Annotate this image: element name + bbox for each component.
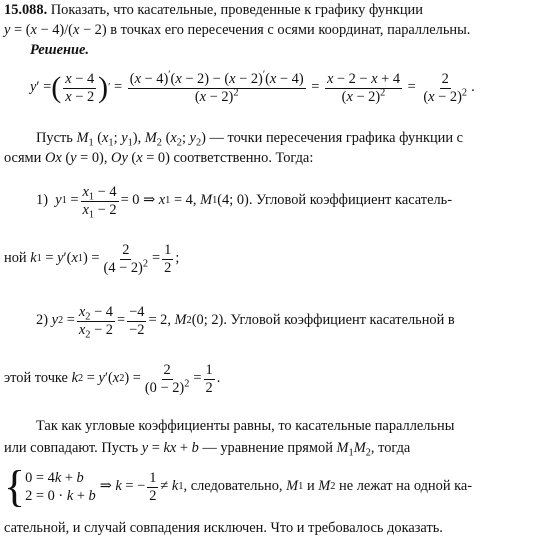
item1-number: 1)	[36, 192, 48, 209]
paragraph1-line2: осями Ox (y = 0), Oy (x = 0) соответственно. Тогда:	[4, 150, 314, 166]
item1-cont-text: ной	[4, 250, 27, 267]
function-formula: y	[4, 22, 11, 38]
problem-text: Показать, что касательные, проведенные к графику функции	[50, 2, 423, 18]
item2-text: Угловой коэффициент касательной в	[230, 312, 455, 329]
paragraph1-text-c: осями	[4, 150, 42, 166]
conclusion-text-3a: , следовательно,	[183, 478, 283, 495]
conclusion-text-4: сательной, и случай совпадения исключен. Что и требовалось доказать.	[4, 520, 443, 536]
item2-cont-text: этой точке	[4, 370, 68, 387]
problem-statement-line2: y = (x − 4)/(x − 2) в точках его пересечения с осями координат, параллельны.	[4, 22, 471, 38]
solution-label: Решение.	[30, 42, 90, 58]
derivative-formula: y ′ = ( $\frac{x - 4}{x - 2}$ ) ′ = $\frac{(x - 4)'(x - 2) - (x - 2)'(x - 4)}{(x - 2)^2}$ = $\frac{x - 2 - x + 4}{(x - 2)^2}$ = $\frac{2}{(x - 2)^2}$ .	[30, 69, 475, 105]
paragraph1-text-a: Пусть	[36, 130, 73, 146]
item1-cont: ной k 1 = y ′( x 1 ) = $\frac{2}{(4 - 2)^2}$ = $\frac{1}{2}$ ;	[4, 241, 180, 276]
problem-text-2: в точках его пересечения с осями координат, параллельны.	[110, 22, 471, 38]
conclusion-text-2a: или совпадают. Пусть	[4, 440, 139, 456]
item1-line: 1) y 1 = $\frac{x_1 - 4}{x_1 - 2}$ = 0 ⇒ x 1 = 4, M 1 (4; 0) . Угловой коэффициент касатель-	[36, 183, 453, 221]
conclusion-text-1: Так как угловые коэффициенты равны, то касательные параллельны	[36, 418, 455, 434]
conclusion-text-3b: и	[306, 478, 315, 495]
conclusion-text-2c: тогда	[378, 440, 411, 456]
conclusion-line3: { 0 = 4k + b 2 = 0 · k + b ⇒ k = − $\frac{1}{2}$ ≠ k 1 , следовательно, M 1 и M 2 не лежат на одной ка-	[4, 462, 473, 511]
solution-label-line	[0, 42, 537, 59]
item2-line: 2) y 2 = $\frac{x_2 - 4}{x_2 - 2}$ = $\frac{-4}{-2}$ = 2, M 2 (0; 2) . Угловой коэффициент касательной в	[36, 303, 455, 341]
conclusion-text-2b: — уравнение прямой	[202, 440, 333, 456]
conclusion-text-3c: не лежат на одной ка-	[339, 478, 473, 495]
paragraph1-text-d: соответственно. Тогда:	[173, 150, 314, 166]
conclusion-line1	[0, 418, 537, 435]
problem-number: 15.088.	[4, 2, 48, 18]
paragraph1-text-b: — точки пересечения графика функции с	[209, 130, 464, 146]
problem-statement-line1	[0, 2, 537, 19]
item2-number: 2)	[36, 312, 48, 329]
conclusion-line2: или совпадают. Пусть y = kx + b — уравнение прямой $M_1M_2$, тогда	[4, 440, 411, 459]
paragraph1-line1: Пусть $M_1$ ($x_1$; $y_1$), $M_2$ ($x_2$; $y_2$) — точки пересечения графика функции с	[36, 130, 464, 149]
conclusion-line4	[0, 520, 537, 537]
item2-cont: этой точке k 2 = y ′( x 2 ) = $\frac{2}{(0 - 2)^2}$ = $\frac{1}{2}$ .	[4, 361, 221, 396]
item1-text: Угловой коэффициент касатель-	[256, 192, 453, 209]
